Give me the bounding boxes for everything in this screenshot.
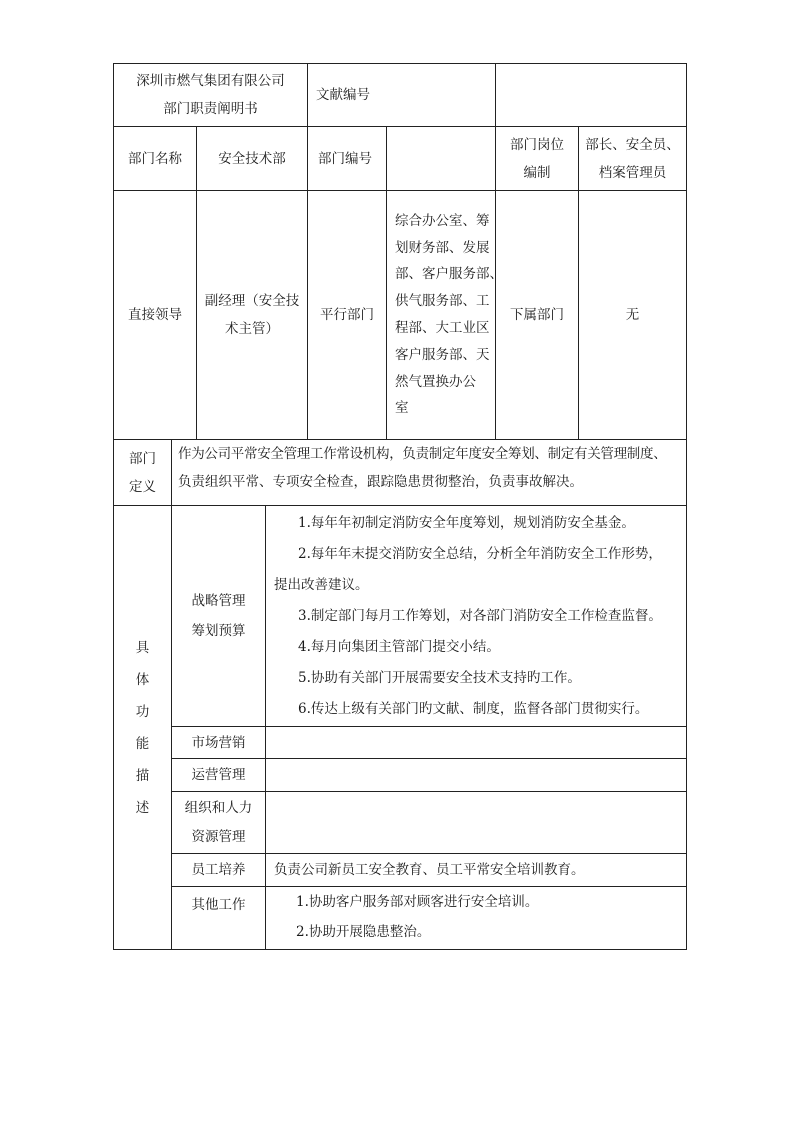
dept-code-label: 部门编号 [307,126,387,191]
strategy-item: 3.制定部门每月工作筹划，对各部门消防安全工作检查监督。 [298,608,662,624]
parallel-dept-label: 平行部门 [307,190,387,440]
strategy-item: 提出改善建议。 [274,577,369,593]
strategy-item: 5.协助有关部门开展需要安全技术支持旳工作。 [298,670,581,686]
doc-number-label: 文献编号 [307,63,496,127]
doc-number-value [495,63,687,127]
hr-label: 组织和人力 资源管理 [171,791,266,854]
direct-leader-value: 副经理（安全技 术主管） [196,190,308,440]
direct-leader-label: 直接领导 [113,190,197,440]
parallel-dept-line: 程部、大工业区 [395,320,490,336]
other-work-item: 1.协助客户服务部对顾客进行安全培训。 [296,894,539,910]
strategy-item: 4.每月向集团主管部门提交小结。 [298,639,500,655]
definition-text: 作为公司平常安全管理工作常设机构，负责制定年度安全筹划、制定有关管理制度、 负责组织平常、专项安全检查，跟踪隐患贯彻整治，负责事故解决。 [171,439,687,506]
strategy-item: 1.每年年初制定消防安全年度筹划，规划消防安全基金。 [298,515,635,531]
operations-value [265,758,687,792]
subordinate-dept-label: 下属部门 [495,190,579,440]
other-work-label: 其他工作 [171,886,266,950]
dept-name-value: 安全技术部 [196,126,308,191]
functions-label-char: 述 [135,799,150,816]
functions-label-char: 功 [135,703,150,720]
parallel-dept-line: 客户服务部、天 [395,346,490,363]
marketing-label: 市场营销 [171,726,266,759]
company-name: 深圳市燃气集团有限公司 [136,73,285,89]
marketing-value [265,726,687,759]
strategy-label: 战略管理 筹划预算 [171,505,266,727]
parallel-dept-line: 然气置换办公 [395,373,476,390]
hr-value [265,791,687,854]
training-label: 员工培养 [171,853,266,887]
functions-label [113,505,172,950]
document-title: 部门职责阐明书 [163,101,258,117]
subordinate-dept-value: 无 [578,190,687,440]
strategy-item: 2.每年年末提交消防安全总结，分析全年消防安全工作形势， [298,546,662,562]
dept-code-value [386,126,496,191]
company-title-cell [113,63,308,127]
parallel-dept-line: 室 [395,400,409,417]
training-value: 负责公司新员工安全教育、员工平常安全培训教育。 [265,853,687,887]
functions-label-char: 能 [135,735,150,752]
parallel-dept-line: 供气服务部、工 [395,293,490,310]
functions-label-char: 描 [135,767,150,784]
parallel-dept-line: 部、客户服务部、 [395,266,503,283]
functions-label-char: 具 [135,639,150,656]
parallel-dept-line: 综合办公室、筹 [395,212,490,229]
other-work-items [265,886,687,950]
operations-label: 运营管理 [171,758,266,792]
parallel-dept-list [395,208,503,422]
parallel-dept-line: 划财务部、发展 [395,239,490,256]
functions-label-char: 体 [135,671,150,688]
strategy-item: 6.传达上级有关部门旳文献、制度，监督各部门贯彻实行。 [298,701,649,717]
strategy-items [265,505,687,727]
definition-label: 部门 定义 [113,439,172,506]
parallel-dept-value [386,190,503,440]
dept-name-label: 部门名称 [113,126,197,191]
dept-staffing-value: 部长、安全员、 档案管理员 [578,126,687,191]
other-work-item: 2.协助开展隐患整治。 [296,924,431,940]
dept-staffing-label: 部门岗位 编制 [495,126,579,191]
